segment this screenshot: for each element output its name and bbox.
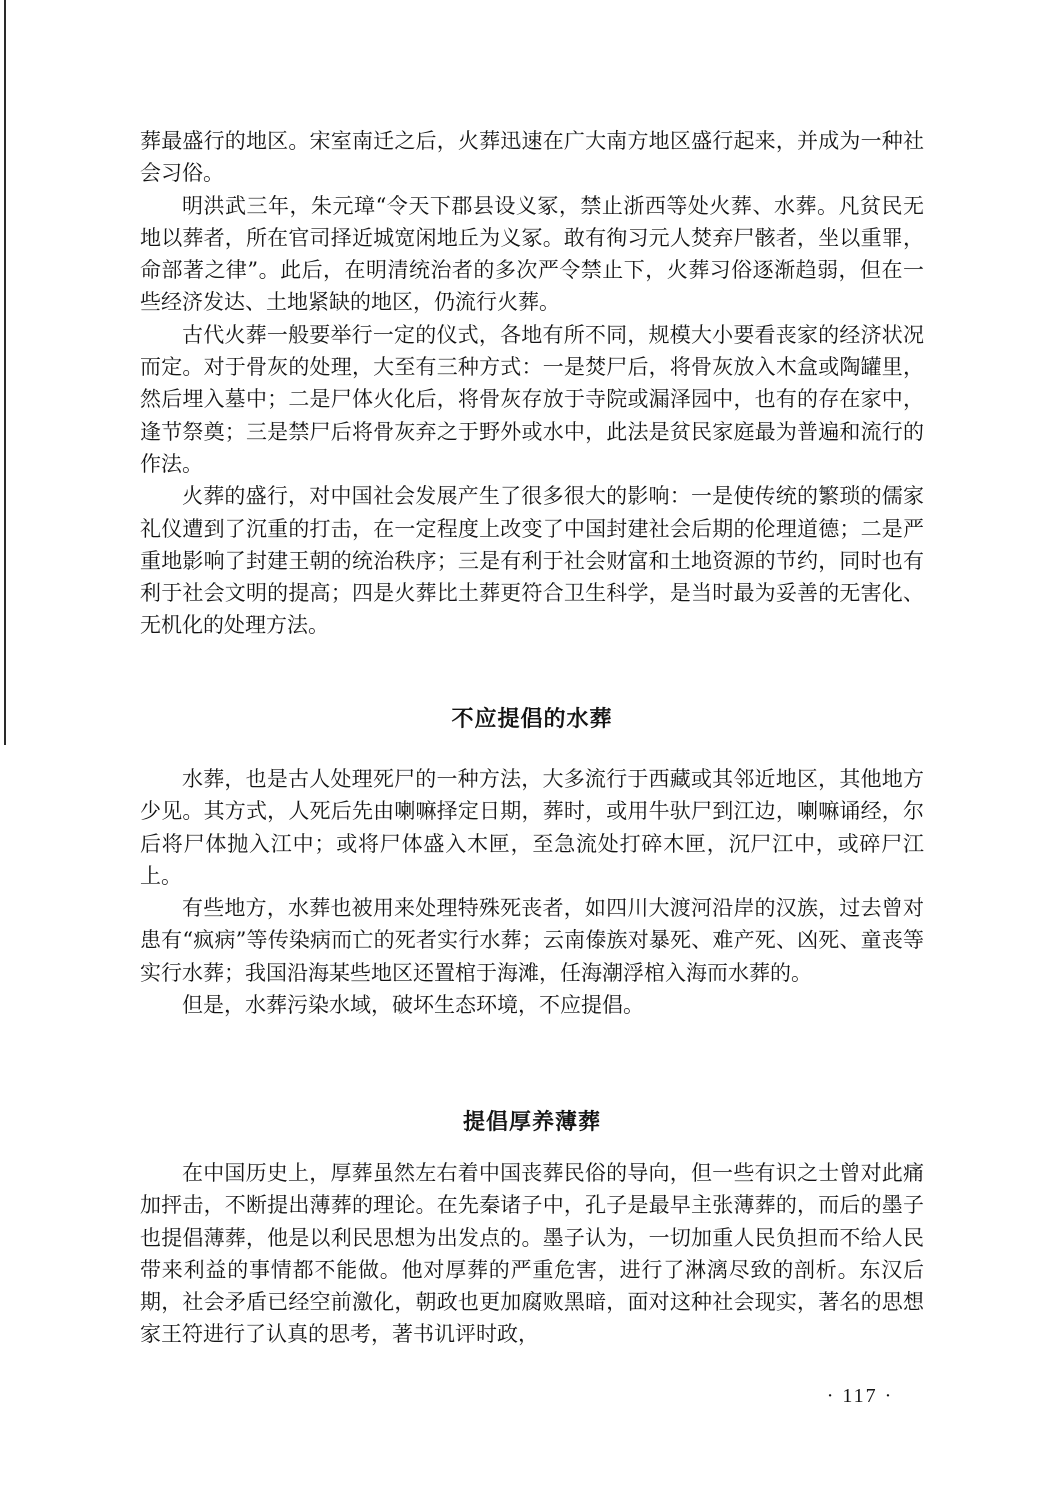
paragraph: 葬最盛行的地区。宋室南迁之后，火葬迅速在广大南方地区盛行起来，并成为一种社会习俗。: [140, 129, 924, 186]
page-margin-rule: [4, 0, 6, 745]
paragraph: 在中国历史上，厚葬虽然左右着中国丧葬民俗的导向，但一些有识之士曾对此痛加抨击，不断提出薄葬的理论。在先秦诸子中，孔子是最早主张薄葬的，而后的墨子也提倡薄葬，他是以利民思想为出发点的。墨子认为，一切加重人民负担而不给人民带来利益的事情都不能做。他对厚葬的严重危害，进行了淋漓尽致的剖析。东汉后期，社会矛盾已经空前激化，朝政也更加腐败黑暗，面对这种社会现实，著名的思想家王符进行了认真的思考，著书讥评时政，: [140, 1161, 924, 1347]
section-cremation-text: [140, 125, 924, 642]
paragraph: 火葬的盛行，对中国社会发展产生了很多很大的影响：一是使传统的繁琐的儒家礼仪遭到了沉重的打击，在一定程度上改变了中国封建社会后期的伦理道德；二是严重地影响了封建王朝的统治秩序；三是有利于社会财富和土地资源的节约，同时也有利于社会文明的提高；四是火葬比土葬更符合卫生科学，是当时最为妥善的无害化、无机化的处理方法。: [140, 484, 924, 638]
paragraph: 有些地方，水葬也被用来处理特殊死丧者，如四川大渡河沿岸的汉族，过去曾对患有“疯病”等传染病而亡的死者实行水葬；云南傣族对暴死、难产死、凶死、童丧等实行水葬；我国沿海某些地区还置棺于海滩，任海潮浮棺入海而水葬的。: [140, 896, 924, 985]
page-number: · 117 ·: [826, 1385, 894, 1407]
section-water-burial-text: [140, 763, 924, 1021]
section-heading-water-burial: 不应提倡的水葬: [451, 707, 613, 732]
paragraph: 水葬，也是古人处理死尸的一种方法，大多流行于西藏或其邻近地区，其他地方少见。其方式，人死后先由喇嘛择定日期，葬时，或用牛驮尸到江边，喇嘛诵经，尔后将尸体抛入江中；或将尸体盛入木匣，至急流处打碎木匣，沉尸江中，或碎尸江上。: [140, 767, 924, 888]
paragraph: 明洪武三年，朱元璋“令天下郡县设义冢，禁止浙西等处火葬、水葬。凡贫民无地以葬者，所在官司择近城宽闲地丘为义冢。敢有徇习元人焚弃尸骸者，坐以重罪，命部著之律”。此后，在明清统治者的多次严令禁止下，火葬习俗逐渐趋弱，但在一些经济发达、土地紧缺的地区，仍流行火葬。: [140, 193, 924, 315]
paragraph: 古代火葬一般要举行一定的仪式，各地有所不同，规模大小要看丧家的经济状况而定。对于骨灰的处理，大至有三种方式：一是焚尸后，将骨灰放入木盒或陶罐里，然后埋入墓中；二是尸体火化后，将骨灰存放于寺院或漏泽园中，也有的存在家中，逢节祭奠；三是禁尸后将骨灰弃之于野外或水中，此法是贫民家庭最为普遍和流行的作法。: [140, 322, 924, 476]
paragraph: 但是，水葬污染水域，破坏生态环境，不应提倡。: [182, 993, 644, 1018]
section-thin-burial-text: [140, 1157, 924, 1351]
section-heading-thin-burial: 提倡厚养薄葬: [462, 1110, 601, 1135]
